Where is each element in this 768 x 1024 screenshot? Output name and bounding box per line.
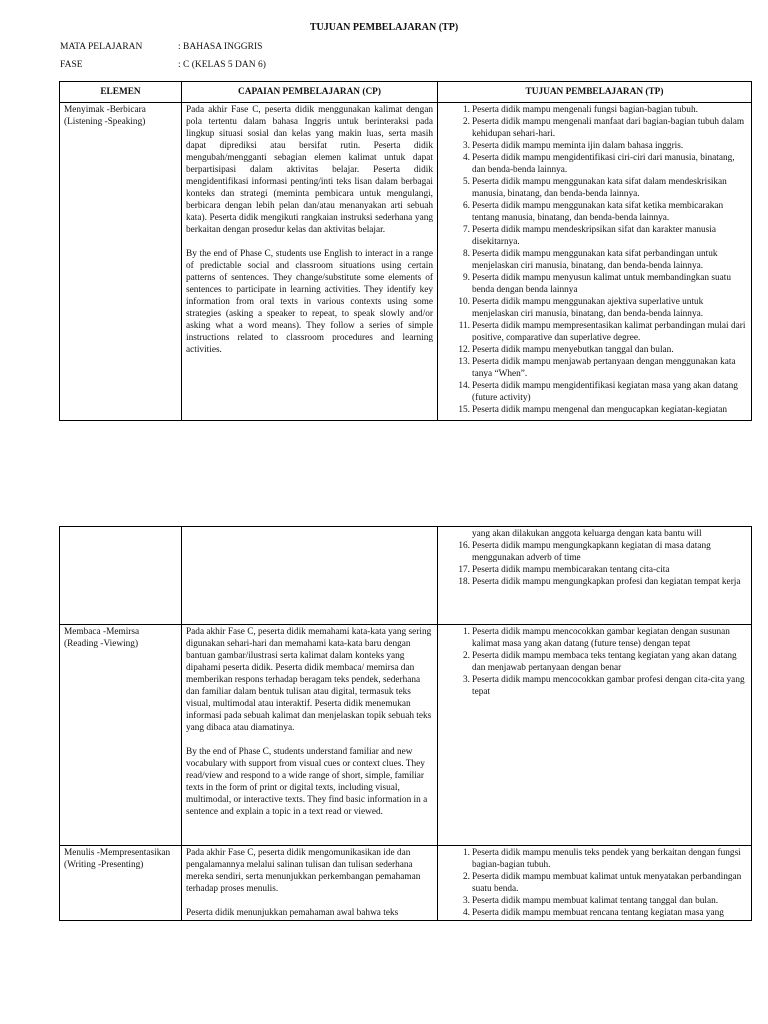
list-item: 14. Peserta didik mampu mengidentifikasi kegiatan masa yang akan datang (future activity) (458, 381, 738, 403)
page-title: TUJUAN PEMBELAJARAN (TP) (309, 22, 459, 33)
element-cell (60, 103, 182, 421)
element-name: Menulis -Mempresentasikan (64, 848, 171, 858)
list-item: 3. Peserta didik mampu mencocokkan gambar profesi dengan cita-cita yang tepat (463, 675, 745, 697)
list-item: 18. Peserta didik mampu mengungkapkan profesi dan kegiatan tempat kerja (458, 577, 741, 587)
tp-cell (438, 846, 752, 921)
list-item: 3. Peserta didik mampu membuat kalimat tentang tanggal dan bulan. (463, 896, 719, 906)
element-cell (60, 846, 182, 921)
list-item: 16. Peserta didik mampu mengungkapkann kegiatan di masa datang menggunakan adverb of time (458, 541, 711, 563)
tp-list (442, 104, 747, 416)
list-item: 11. Peserta didik mampu mempresentasikan kalimat perbandingan mulai dari positive, comparative dan superlative degree. (458, 321, 746, 343)
tp-cell (438, 527, 752, 625)
list-item: 5. Peserta didik mampu menggunakan kata sifat dalam mendeskrisikan manusia, binatang, dan benda-benda lainnya. (463, 177, 727, 199)
list-item: 1. Peserta didik mampu mengenali fungsi bagian-bagian tubuh. (463, 105, 698, 115)
list-item: 13. Peserta didik mampu menjawab pertanyaan dengan menggunakan kata tanya “When”. (458, 357, 736, 379)
list-item: 1. Peserta didik mampu menulis teks pendek yang berkaitan dengan fungsi bagian-bagian tubuh. (463, 848, 741, 870)
list-item: 9. Peserta didik mampu menyusun kalimat untuk membandingkan suatu benda dengan benda lainnya (463, 273, 731, 295)
list-item: 2. Peserta didik mampu membaca teks tentang kegiatan yang akan datang dan menjawab pertanyaan dengan benar (463, 651, 737, 673)
list-item: 4. Peserta didik mampu membuat rencana tentang kegiatan masa yang (463, 908, 724, 918)
cp-english: By the end of Phase C, students use English to interact in a range of predictable social and classroom situations using certain patterns of sentences. They change/substitute some elements of sentences to participate in learning activities. They identify key information from oral texts in various contexts using some strategies (asking a speaker to repeat, to speak slowly and/or asking what a word means). They follow a series of simple instructions related to classroom procedures and learning activities. (186, 249, 433, 355)
cp-cell (182, 846, 438, 921)
tp-list (442, 540, 747, 588)
list-item: 12. Peserta didik mampu menyebutkan tanggal dan bulan. (458, 345, 674, 355)
subject-value: : BAHASA INGGRIS (178, 42, 263, 52)
list-item: 6. Peserta didik mampu menggunakan kata sifat ketika membicarakan tentang manusia, binatang, dan benda-benda lainnya. (463, 201, 724, 223)
tp-table-part-2 (59, 526, 752, 921)
element-cell-empty (60, 527, 182, 625)
tp-continuation: yang akan dilakukan anggota keluarga dengan kata bantu will (472, 529, 702, 539)
list-item: 2. Peserta didik mampu membuat kalimat untuk menyatakan perbandingan suatu benda. (463, 872, 742, 894)
cp-cell (182, 103, 438, 421)
header-element: ELEMEN (60, 82, 182, 103)
element-name: Membaca -Memirsa (64, 627, 140, 637)
element-cell (60, 625, 182, 846)
cp-indonesian: Pada akhir Fase C, peserta didik menggunakan kalimat dengan pola tertentu dalam bahasa Inggris untuk berinteraksi pada lingkup situasi sosial dan kelas yang makin luas, serta masih dapat diprediksi atau bersifat rutin. Peserta didik mengubah/mengganti sebagian elemen kalimat untuk dapat berpartisipasi dalam aktivitas belajar. Peserta didik mengidentifikasi informasi penting/inti teks lisan dalam berbagai konteks dan strategi (meminta pembicara untuk mengulangi, berbicara dengan lebih pelan dan/atau menanyakan arti sebuah kata). Peserta didik mengikuti rangkaian instruksi sederhana yang berkaitan dengan prosedur kelas dan aktivitas belajar. (186, 105, 433, 235)
tp-table-part-1 (59, 81, 752, 421)
cp-english: By the end of Phase C, students understand familiar and new vocabulary with support from visual cues or context clues. They read/view and respond to a wide range of short, simple, familiar texts in the form of print or digital texts, including visual, multimodal, or interactive texts. They find basic information in a sentence and explain a topic in a text read or viewed. (186, 747, 428, 817)
header-tp: TUJUAN PEMBELAJARAN (TP) (438, 82, 752, 103)
list-item: 8. Peserta didik mampu menggunakan kata sifat perbandingan untuk menjelaskan ciri manusia, binatang, dan benda-benda lainnya. (463, 249, 718, 271)
list-item: 7. Peserta didik mampu mendeskripsikan sifat dan karakter manusia disekitarnya. (463, 225, 716, 247)
list-item: 2. Peserta didik mampu mengenali manfaat dari bagian-bagian tubuh dalam kehidupan sehari-hari. (463, 117, 745, 139)
cp-indonesian: Pada akhir Fase C, peserta didik mengomunikasikan ide dan pengalamannya melalui salinan tulisan dan tulisan sederhana mereka sendiri, serta menunjukkan perkembangan pemahaman terhadap proses menulis. (186, 848, 421, 894)
list-item: 17. Peserta didik mampu membicarakan tentang cita-cita (458, 565, 670, 575)
subject-label: MATA PELAJARAN (60, 42, 143, 52)
tp-cell (438, 103, 752, 421)
cp-indonesian: Pada akhir Fase C, peserta didik memahami kata-kata yang sering digunakan sehari-hari dan memahami kata-kata baru dengan bantuan gambar/ilustrasi serta kalimat dalam konteks yang dipahami peserta didik. Peserta didik membaca/ memirsa dan memberikan respons terhadap beragam teks pendek, sederhana dan familiar dalam bentuk tulisan atau digital, termasuk teks visual, multimodal atau interaktif. Peserta didik menemukan informasi pada sebuah kalimat dan menjelaskan topik sebuah teks yang dibaca atau diamatinya. (186, 627, 432, 733)
phase-label: FASE (60, 60, 83, 70)
tp-list (442, 847, 747, 919)
element-name: Menyimak -Berbicara (64, 105, 146, 115)
list-item: 3. Peserta didik mampu meminta ijin dalam bahasa inggris. (463, 141, 684, 151)
cp-cell-empty (182, 527, 438, 625)
element-name-en: (Writing -Presenting) (64, 860, 144, 870)
list-item: 4. Peserta didik mampu mengidentifikasi ciri-ciri dari manusia, binatang, dan benda-benda lainnya. (463, 153, 735, 175)
list-item: 1. Peserta didik mampu mencocokkan gambar kegiatan dengan susunan kalimat masa yang akan datang (future tense) dengan tepat (463, 627, 730, 649)
tp-cell (438, 625, 752, 846)
cp-continuation: Peserta didik menunjukkan pemahaman awal bahwa teks (186, 908, 399, 918)
tp-list (442, 626, 747, 698)
element-name-en: (Reading -Viewing) (64, 639, 139, 649)
header-cp: CAPAIAN PEMBELAJARAN (CP) (182, 82, 438, 103)
element-name-en: (Listening -Speaking) (64, 117, 146, 127)
list-item: 10. Peserta didik mampu menggunakan ajektiva superlative untuk menjelaskan ciri manusia, binatang, dan benda-benda lainnya. (458, 297, 704, 319)
list-item: 15. Peserta didik mampu mengenal dan mengucapkan kegiatan-kegiatan (458, 405, 728, 415)
cp-cell (182, 625, 438, 846)
phase-value: : C (KELAS 5 DAN 6) (178, 60, 266, 70)
